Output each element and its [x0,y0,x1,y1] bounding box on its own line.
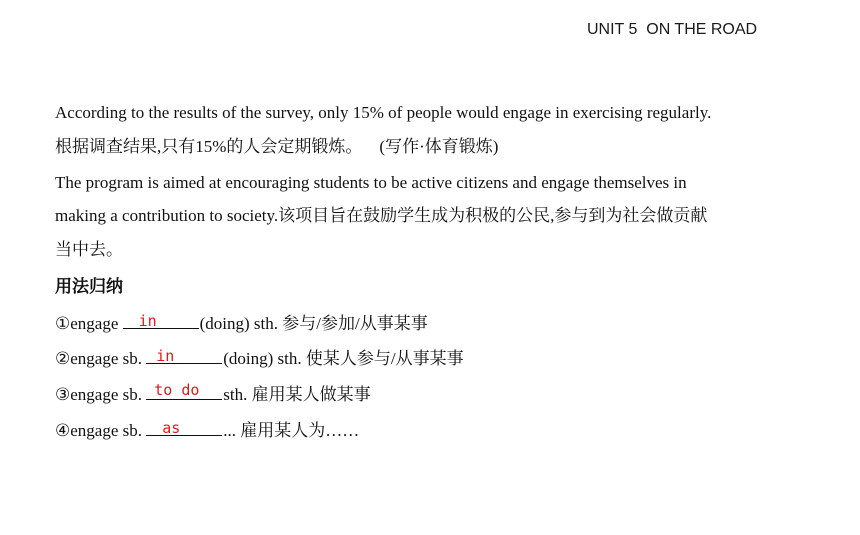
example1-chinese: 根据调查结果,只有15%的人会定期锻炼。 [55,137,363,156]
answer-blank [146,420,222,436]
example2-line3: 当中去。 [55,240,123,259]
answer-blank [146,348,222,364]
usage-item-prefix: ①engage [55,314,123,333]
example1-english: According to the results of the survey, only 15% of people would engage in exercising regularly. [55,103,712,122]
answer-blank [123,313,199,329]
example2-line1: The program is aimed at encouraging students to be active citizens and engage themselves in [55,173,687,192]
usage-item [55,381,371,405]
answer-text: in [156,347,175,365]
example1-translation-line [55,137,498,157]
answer-text: as [162,419,181,437]
example1-source-note: (写作·体育锻炼) [379,137,499,156]
usage-item-suffix: (doing) sth. 参与/参加/从事某事 [199,314,428,333]
usage-item [55,313,428,334]
unit-title: UNIT 5 ON THE ROAD [587,21,758,38]
usage-item-prefix: ②engage sb. [55,349,147,368]
answer-text: in [138,312,157,330]
usage-item [55,420,359,441]
answer-blank [146,381,222,400]
example2-line2: making a contribution to society.该项目旨在鼓励学生成为积极的公民,参与到为社会做贡献 [55,206,708,225]
usage-item-prefix: ③engage sb. [55,385,147,404]
usage-heading: 用法归纳 [55,277,123,296]
usage-item-prefix: ④engage sb. [55,421,147,440]
usage-item-suffix: sth. 雇用某人做某事 [223,385,371,404]
usage-item-suffix: (doing) sth. 使某人参与/从事某事 [223,349,464,368]
answer-text: to do [154,381,200,399]
usage-item [55,348,464,369]
usage-item-suffix: ... 雇用某人为…… [223,421,360,440]
